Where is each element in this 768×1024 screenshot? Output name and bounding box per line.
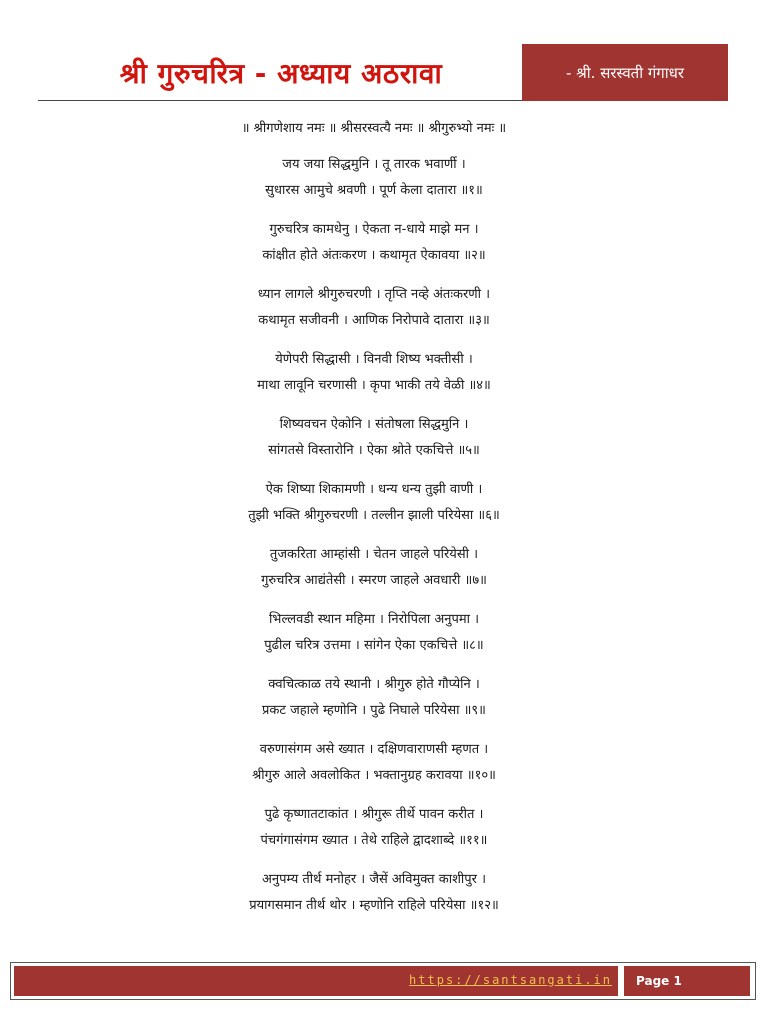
verse-line: ऐक शिष्या शिकामणी । धन्य धन्य तुझी वाणी । (265, 482, 483, 497)
verse-stanza (100, 217, 648, 268)
invocation-line: ॥ श्रीगणेशाय नमः ॥ श्रीसरस्वत्यै नमः ॥ श्रीगुरुभ्यो नमः ॥ (241, 121, 507, 136)
verse-line: गुरुचरित्र आद्यंतेसी । स्मरण जाहले अवधारी ॥७॥ (261, 572, 487, 588)
verse-line: कांक्षीत होते अंतःकरण । कथामृत ऐकावया ॥२॥ (262, 247, 486, 263)
title-underline (38, 100, 522, 101)
verse-line: पुढील चरित्र उत्तमा । सांगेन ऐका एकचित्ते ॥८॥ (264, 637, 484, 653)
verse-content (100, 116, 648, 932)
verse-line: प्रयागसमान तीर्थ थोर । म्हणोनि राहिले परियेसा ॥१२॥ (249, 897, 499, 913)
verse-line: जय जया सिद्धमुनि । तू तारक भवार्णी । (282, 157, 466, 172)
verse-line: कथामृत सजीवनी । आणिक निरोपावे दातारा ॥३॥ (258, 312, 490, 328)
verse-line: भिल्लवडी स्थान महिमा । निरोपिला अनुपमा । (268, 612, 480, 627)
verse-stanza (100, 542, 648, 593)
verse-line: सुधारस आमुचे श्रवणी । पूर्ण केला दातारा ॥१॥ (265, 182, 483, 198)
verse-line: गुरुचरित्र कामधेनु । ऐकता न-धाये माझे मन । (269, 222, 479, 237)
verse-line: येणेपरी सिद्धासी । विनवी शिष्य भक्तीसी । (275, 352, 473, 367)
verse-line: वरुणासंगम असे ख्यात । दक्षिणवाराणसी म्हणत । (259, 742, 489, 757)
verse-line: श्रीगुरु आले अवलोकित । भक्तानुग्रह करावया ॥१०॥ (252, 767, 496, 783)
verse-line: माथा लावूनि चरणासी । कृपा भाकी तये वेळी ॥४॥ (257, 377, 491, 393)
footer (10, 962, 756, 1000)
verse-list (100, 152, 648, 918)
page-number: Page 1 (624, 966, 750, 996)
page-title: श्री गुरुचरित्र - अध्याय अठरावा (119, 57, 443, 90)
verse-stanza (100, 412, 648, 463)
verse-stanza (100, 802, 648, 853)
verse-line: ध्यान लागले श्रीगुरुचरणी । तृप्ति नव्हे अंतःकरणी । (257, 287, 491, 302)
verse-line: क्वचित्काळ तये स्थानी । श्रीगुरु होते गौप्येनि । (268, 677, 480, 692)
footer-link-bar (14, 966, 618, 996)
verse-stanza (100, 607, 648, 658)
verse-stanza (100, 152, 648, 203)
verse-stanza (100, 672, 648, 723)
verse-line: सांगतसे विस्तारोनि । ऐका श्रोते एकचित्ते ॥५॥ (268, 442, 480, 458)
verse-stanza (100, 867, 648, 918)
verse-stanza (100, 282, 648, 333)
verse-line: तुझी भक्ति श्रीगुरुचरणी । तल्लीन झाली परियेसा ॥६॥ (248, 507, 500, 523)
author-box (522, 44, 728, 101)
verse-line: अनुपम्य तीर्थ मनोहर । जैसें अविमुक्त काशीपुर । (261, 872, 487, 887)
verse-line: तुजकरिता आम्हांसी । चेतन जाहले परियेसी । (269, 547, 479, 562)
website-link[interactable]: https://santsangati.in (409, 973, 612, 987)
verse-stanza (100, 477, 648, 528)
verse-line: पुढे कृष्णातटाकांत । श्रीगुरू तीर्थे पावन करीत । (264, 807, 484, 822)
verse-line: शिष्यवचन ऐकोनि । संतोषला सिद्धमुनि । (279, 417, 469, 432)
verse-stanza (100, 737, 648, 788)
verse-line: प्रकट जहाले म्हणोनि । पुढे निघाले परियेसा ॥९॥ (262, 702, 486, 718)
verse-line: पंचगंगासंगम ख्यात । तेथे राहिले द्वादशाब्दे ॥११॥ (260, 832, 488, 848)
verse-stanza (100, 347, 648, 398)
author-label: - श्री. सरस्वती गंगाधर (565, 63, 684, 82)
